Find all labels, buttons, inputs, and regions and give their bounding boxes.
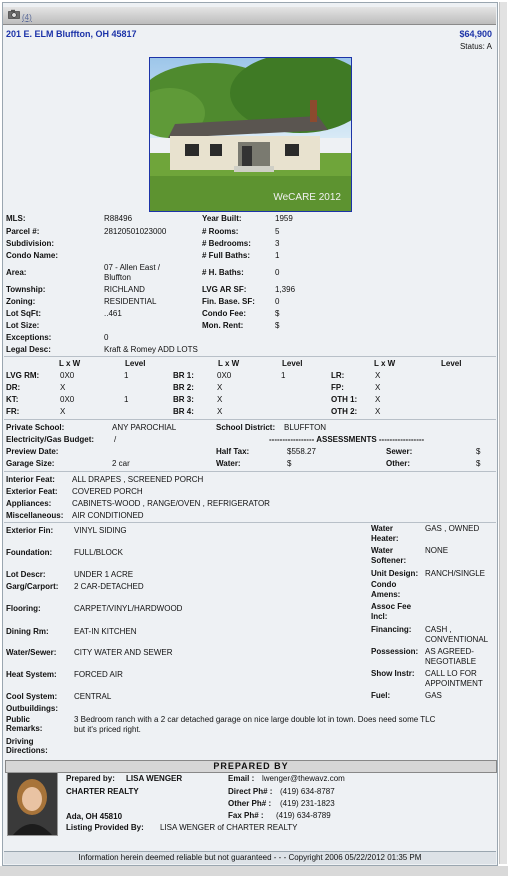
water-heater-label: Water Heater: <box>371 524 399 543</box>
dr-lxw: X <box>60 383 66 392</box>
school-district-label: School District: <box>216 423 276 432</box>
lvg-rm-level: 1 <box>124 371 129 380</box>
misc-value: AIR CONDITIONED <box>72 511 144 520</box>
possession-label: Possession: <box>371 647 419 656</box>
house-image <box>150 58 351 211</box>
assoc-fee-label: Assoc Fee Incl: <box>371 602 412 621</box>
br1-level: 1 <box>281 371 286 380</box>
listing-price: $64,900 <box>459 29 492 39</box>
half-tax-label: Half Tax: <box>216 447 250 456</box>
fuel-value: GAS <box>425 691 442 700</box>
water-heater-value: GAS , OWNED <box>425 524 480 533</box>
other-phone-label: Other Ph# : <box>228 799 272 808</box>
listing-provided-label: Listing Provided By: <box>66 823 144 832</box>
exterior-feat-label: Exterior Feat: <box>6 487 58 496</box>
rooms-label: # Rooms: <box>202 227 239 236</box>
mon-rent-value: $ <box>275 321 280 330</box>
public-remarks-line-2: but it's priced right. <box>74 725 141 734</box>
window-bottom-strip <box>0 866 508 876</box>
mon-rent-label: Mon. Rent: <box>202 321 244 330</box>
garage-size-label: Garage Size: <box>6 459 55 468</box>
preview-date-label: Preview Date: <box>6 447 59 456</box>
condo-name-label: Condo Name: <box>6 251 58 260</box>
kt-lxw: 0X0 <box>60 395 75 404</box>
zoning-label: Zoning: <box>6 297 36 306</box>
br4-lxw: X <box>217 407 223 416</box>
half-baths-value: 0 <box>275 268 280 277</box>
show-instr-label: Show Instr: <box>371 669 415 678</box>
br1-lxw: 0X0 <box>217 371 232 380</box>
lxw-header-1: L x W <box>59 359 81 368</box>
public-remarks-label: Public Remarks: <box>6 715 43 733</box>
public-remarks-line-1: 3 Bedroom ranch with a 2 car detached garage on nice large double lot in town. Does need some TLC <box>74 715 436 724</box>
exterior-feat-value: COVERED PORCH <box>72 487 143 496</box>
prepared-by-name: LISA WENGER <box>126 774 183 783</box>
oth2-label: OTH 2: <box>331 407 358 416</box>
level-header-1: Level <box>125 359 146 368</box>
divider <box>4 522 496 523</box>
unit-design-label: Unit Design: <box>371 569 419 578</box>
fp-lxw: X <box>375 383 381 392</box>
direct-phone-label: Direct Ph# : <box>228 787 273 796</box>
garage-carport-value: 2 CAR-DETACHED <box>74 582 144 591</box>
legal-desc-label: Legal Desc: <box>6 345 51 354</box>
kt-label: KT: <box>6 395 19 404</box>
dining-label: Dining Rm: <box>6 627 49 636</box>
lot-descr-label: Lot Descr: <box>6 570 46 579</box>
water-softener-label: Water Softener: <box>371 546 407 565</box>
budget-label: Electricity/Gas Budget: <box>6 435 95 444</box>
parcel-value: 28120501023000 <box>104 227 167 236</box>
show-instr-value-1: CALL LO FOR <box>425 669 477 678</box>
full-baths-value: 1 <box>275 251 280 260</box>
condo-amens-label: Condo Amens: <box>371 580 401 599</box>
exterior-fin-label: Exterior Fin: <box>6 526 54 535</box>
area-value-2: Bluffton <box>104 273 131 282</box>
financing-value-2: CONVENTIONAL <box>425 635 489 644</box>
direct-phone-value: (419) 634-8787 <box>280 787 335 796</box>
half-baths-label: # H. Baths: <box>202 268 244 277</box>
divider <box>4 356 496 357</box>
camera-icon[interactable] <box>8 9 20 19</box>
listing-address: 201 E. ELM Bluffton, OH 45817 <box>6 29 137 39</box>
appliances-label: Appliances: <box>6 499 52 508</box>
sewer-label: Sewer: <box>386 447 413 456</box>
listing-status: Status: A <box>459 42 492 51</box>
level-header-2: Level <box>282 359 303 368</box>
lr-lxw: X <box>375 371 381 380</box>
listing-provided-value: LISA WENGER of CHARTER REALTY <box>160 823 298 832</box>
flooring-label: Flooring: <box>6 604 41 613</box>
exterior-fin-value: VINYL SIDING <box>74 526 127 535</box>
year-built-value: 1959 <box>275 214 293 223</box>
water-sewer-value: CITY WATER AND SEWER <box>74 648 173 657</box>
flooring-value: CARPET/VINYL/HARDWOOD <box>74 604 183 613</box>
photo-count-link[interactable]: (4) <box>22 13 32 22</box>
parcel-label: Parcel #: <box>6 227 40 236</box>
br2-label: BR 2: <box>173 383 194 392</box>
water-value: $ <box>287 459 292 468</box>
misc-label: Miscellaneous: <box>6 511 64 520</box>
interior-feat-value: ALL DRAPES , SCREENED PORCH <box>72 475 204 484</box>
private-school-label: Private School: <box>6 423 65 432</box>
disclaimer-footer: Information herein deemed reliable but not guaranteed - - - Copyright 2006 05/22/2012 01:35 PM <box>4 851 496 864</box>
legal-desc-value: Kraft & Romey ADD LOTS <box>104 345 198 354</box>
full-baths-label: # Full Baths: <box>202 251 251 260</box>
vertical-scrollbar[interactable] <box>499 2 507 864</box>
br3-lxw: X <box>217 395 223 404</box>
foundation-label: Foundation: <box>6 548 53 557</box>
email-link[interactable]: lwenger@thewavz.com <box>262 774 345 783</box>
water-label: Water: <box>216 459 241 468</box>
exceptions-label: Exceptions: <box>6 333 52 342</box>
br4-label: BR 4: <box>173 407 194 416</box>
prepared-by-label: Prepared by: <box>66 774 115 783</box>
heat-system-value: FORCED AIR <box>74 670 123 679</box>
lvg-rm-label: LVG RM: <box>6 371 40 380</box>
fax-label: Fax Ph# : <box>228 811 264 820</box>
fp-label: FP: <box>331 383 344 392</box>
show-instr-value-2: APPOINTMENT <box>425 679 483 688</box>
fax-value: (419) 634-8789 <box>276 811 331 820</box>
heat-system-label: Heat System: <box>6 670 57 679</box>
dr-label: DR: <box>6 383 21 392</box>
email-label: Email : <box>228 774 255 783</box>
cool-system-label: Cool System: <box>6 692 58 701</box>
cool-system-value: CENTRAL <box>74 692 112 701</box>
township-value: RICHLAND <box>104 285 145 294</box>
interior-feat-label: Interior Feat: <box>6 475 55 484</box>
fuel-label: Fuel: <box>371 691 391 700</box>
br1-label: BR 1: <box>173 371 194 380</box>
driving-directions-label: Driving Directions: <box>6 737 48 755</box>
area-label: Area: <box>6 268 27 277</box>
photo-watermark: WeCARE 2012 <box>273 192 341 203</box>
mls-value: R88496 <box>104 214 133 223</box>
appliances-value: CABINETS-WOOD , RANGE/OVEN , REFRIGERATOR <box>72 499 270 508</box>
exceptions-value: 0 <box>104 333 109 342</box>
oth1-lxw: X <box>375 395 381 404</box>
half-tax-value: $558.27 <box>287 447 316 456</box>
unit-design-value: RANCH/SINGLE <box>425 569 486 578</box>
financing-value-1: CASH , <box>425 625 452 634</box>
lvg-rm-lxw: 0X0 <box>60 371 75 380</box>
prepared-by-header: PREPARED BY <box>5 760 497 773</box>
water-sewer-label: Water/Sewer: <box>6 648 57 657</box>
condo-fee-label: Condo Fee: <box>202 309 246 318</box>
water-softener-value: NONE <box>425 546 449 555</box>
header-bar <box>3 7 496 25</box>
agent-photo <box>7 772 58 836</box>
property-photo[interactable] <box>149 57 352 212</box>
garage-size-value: 2 car <box>112 459 130 468</box>
lot-sqft-label: Lot SqFt: <box>6 309 42 318</box>
oth1-label: OTH 1: <box>331 395 358 404</box>
divider <box>4 419 496 420</box>
financing-label: Financing: <box>371 625 412 634</box>
lr-label: LR: <box>331 371 345 380</box>
foundation-value: FULL/BLOCK <box>74 548 123 557</box>
lot-size-label: Lot Size: <box>6 321 40 330</box>
school-district-value: BLUFFTON <box>284 423 327 432</box>
br2-lxw: X <box>217 383 223 392</box>
township-label: Township: <box>6 285 46 294</box>
lxw-header-3: L x W <box>374 359 396 368</box>
agent-company: CHARTER REALTY <box>66 787 139 796</box>
bedrooms-value: 3 <box>275 239 280 248</box>
budget-value: / <box>114 435 117 444</box>
agent-city: Ada, OH 45810 <box>66 812 123 821</box>
divider <box>4 471 496 472</box>
oth2-lxw: X <box>375 407 381 416</box>
living-area-value: 1,396 <box>275 285 296 294</box>
dining-value: EAT-IN KITCHEN <box>74 627 137 636</box>
private-school-value: ANY PAROCHIAL <box>112 423 177 432</box>
year-built-label: Year Built: <box>202 214 242 223</box>
br3-label: BR 3: <box>173 395 194 404</box>
level-header-3: Level <box>441 359 462 368</box>
fr-label: FR: <box>6 407 20 416</box>
lot-sqft-value: ..461 <box>104 309 122 318</box>
rooms-value: 5 <box>275 227 280 236</box>
living-area-label: LVG AR SF: <box>202 285 247 294</box>
zoning-value: RESIDENTIAL <box>104 297 157 306</box>
bedrooms-label: # Bedrooms: <box>202 239 251 248</box>
sewer-value: $ <box>476 447 481 456</box>
other-phone-value: (419) 231-1823 <box>280 799 335 808</box>
condo-fee-value: $ <box>275 309 280 318</box>
subdivision-label: Subdivision: <box>6 239 54 248</box>
lxw-header-2: L x W <box>218 359 240 368</box>
other-value: $ <box>476 459 481 468</box>
outbuildings-label: Outbuildings: <box>6 704 58 713</box>
other-label: Other: <box>386 459 410 468</box>
garage-carport-label: Garg/Carport: <box>6 582 59 591</box>
possession-value-1: AS AGREED- <box>425 647 474 656</box>
fin-base-label: Fin. Base. SF: <box>202 297 255 306</box>
possession-value-2: NEGOTIABLE <box>425 657 477 666</box>
mls-label: MLS: <box>6 214 26 223</box>
lot-descr-value: UNDER 1 ACRE <box>74 570 134 579</box>
fr-lxw: X <box>60 407 66 416</box>
fin-base-value: 0 <box>275 297 280 306</box>
kt-level: 1 <box>124 395 129 404</box>
assessments-title: ----------------- ASSESSMENTS ----------------- <box>269 435 425 444</box>
area-value: 07 - Allen East / <box>104 263 161 272</box>
